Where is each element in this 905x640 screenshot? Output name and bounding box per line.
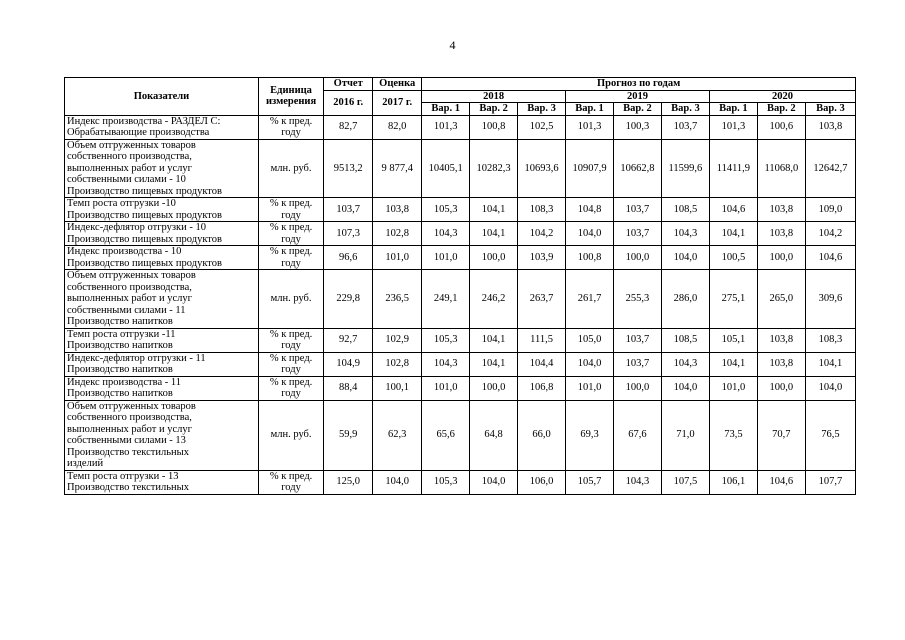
page-number: 4 [449, 38, 456, 52]
value-cell: 102,5 [518, 115, 566, 139]
value-cell: 111,5 [518, 328, 566, 352]
unit-cell [258, 198, 323, 222]
header-variant: Вар. 3 [518, 103, 566, 116]
value-cell: 101,0 [422, 246, 470, 270]
table-row [65, 115, 856, 139]
table-row [65, 222, 856, 246]
value-cell: 309,6 [805, 270, 855, 329]
unit-cell [258, 470, 323, 494]
value-cell: 67,6 [614, 400, 662, 470]
indicator-line: Производство напитков [67, 340, 173, 351]
header-variant: Вар. 2 [614, 103, 662, 116]
value-cell: 10907,9 [566, 139, 614, 198]
indicator-line: собственными силами - 10 [67, 174, 186, 185]
indicator-line: Объем отгруженных товаров [67, 400, 196, 412]
indicator-cell [65, 352, 259, 376]
value-cell: 103,8 [757, 222, 805, 246]
value-cell: 104,1 [470, 352, 518, 376]
indicator-line: Производство текстильных [67, 482, 189, 493]
value-cell: 101,0 [373, 246, 422, 270]
unit-line: году [281, 340, 301, 351]
indicator-line: изделий [67, 458, 104, 469]
value-cell: 101,3 [566, 115, 614, 139]
value-cell: 261,7 [566, 270, 614, 329]
value-cell: 100,8 [566, 246, 614, 270]
unit-line: млн. руб. [270, 293, 312, 304]
value-cell: 104,4 [518, 352, 566, 376]
value-cell: 102,9 [373, 328, 422, 352]
value-cell: 88,4 [324, 376, 373, 400]
value-cell: 104,1 [709, 352, 757, 376]
indicator-line: Индекс-дефлятор отгрузки - 10 [67, 222, 207, 233]
indicator-line: Индекс производства - 10 [67, 246, 182, 257]
value-cell: 76,5 [805, 400, 855, 470]
value-cell: 12642,7 [805, 139, 855, 198]
value-cell: 103,7 [614, 222, 662, 246]
value-cell: 106,0 [518, 470, 566, 494]
value-cell: 100,0 [470, 246, 518, 270]
value-cell: 10693,6 [518, 139, 566, 198]
value-cell: 103,7 [614, 328, 662, 352]
value-cell: 71,0 [661, 400, 709, 470]
value-cell: 104,3 [422, 222, 470, 246]
value-cell: 59,9 [324, 400, 373, 470]
indicator-line: собственными силами - 13 [67, 435, 186, 446]
header-indicator: Показатели [65, 78, 259, 116]
header-estimate: Оценка [373, 78, 422, 91]
value-cell: 106,8 [518, 376, 566, 400]
indicator-line: собственного производства, [67, 412, 192, 423]
indicator-cell [65, 376, 259, 400]
indicator-line: собственного производства, [67, 281, 192, 293]
value-cell: 105,3 [422, 470, 470, 494]
value-cell: 101,0 [422, 376, 470, 400]
value-cell: 105,3 [422, 328, 470, 352]
header-year-2017: 2017 г. [373, 90, 422, 115]
value-cell: 104,0 [566, 222, 614, 246]
value-cell: 82,7 [324, 115, 373, 139]
value-cell: 104,0 [566, 352, 614, 376]
value-cell: 101,3 [422, 115, 470, 139]
value-cell: 103,7 [324, 198, 373, 222]
value-cell: 109,0 [805, 198, 855, 222]
value-cell: 69,3 [566, 400, 614, 470]
indicator-line: выполненных работ и услуг [67, 162, 192, 174]
indicator-line: Темп роста отгрузки -11 [67, 328, 176, 340]
header-variant: Вар. 1 [566, 103, 614, 116]
indicator-line: Обрабатывающие производства [67, 127, 210, 138]
unit-line: % к пред. [269, 115, 313, 127]
indicator-line: Индекс производства - 11 [67, 376, 181, 388]
unit-line: млн. руб. [270, 162, 312, 174]
indicator-line: Темп роста отгрузки - 13 [67, 470, 179, 482]
header-variant: Вар. 3 [805, 103, 855, 116]
indicator-cell [65, 139, 259, 198]
unit-cell [258, 328, 323, 352]
value-cell: 64,8 [470, 400, 518, 470]
value-cell: 103,7 [661, 115, 709, 139]
value-cell: 104,3 [661, 352, 709, 376]
table-row [65, 198, 856, 222]
indicator-line: собственного производства, [67, 151, 192, 162]
value-cell: 236,5 [373, 270, 422, 329]
value-cell: 105,0 [566, 328, 614, 352]
value-cell: 10282,3 [470, 139, 518, 198]
value-cell: 104,1 [470, 328, 518, 352]
indicator-line: Производство пищевых продуктов [67, 233, 222, 245]
value-cell: 103,8 [757, 198, 805, 222]
header-variant: Вар. 1 [709, 103, 757, 116]
value-cell: 103,7 [614, 198, 662, 222]
value-cell: 275,1 [709, 270, 757, 329]
unit-cell [258, 222, 323, 246]
indicator-line: Объем отгруженных товаров [67, 270, 196, 281]
unit-cell [258, 246, 323, 270]
value-cell: 11599,6 [661, 139, 709, 198]
value-cell: 104,6 [805, 246, 855, 270]
indicator-line: Производство пищевых продуктов [67, 257, 222, 269]
table-row [65, 352, 856, 376]
value-cell: 108,5 [661, 198, 709, 222]
unit-line: % к пред. [269, 198, 313, 209]
unit-cell [258, 376, 323, 400]
indicator-line: Индекс производства - РАЗДЕЛ С: [67, 115, 221, 127]
value-cell: 82,0 [373, 115, 422, 139]
value-cell: 108,3 [518, 198, 566, 222]
value-cell: 100,0 [614, 376, 662, 400]
indicator-line: Индекс-дефлятор отгрузки - 11 [67, 352, 206, 364]
unit-line: году [281, 364, 301, 375]
value-cell: 104,3 [661, 222, 709, 246]
unit-cell [258, 352, 323, 376]
value-cell: 125,0 [324, 470, 373, 494]
value-cell: 107,5 [661, 470, 709, 494]
value-cell: 286,0 [661, 270, 709, 329]
header-year-2019: 2019 [566, 90, 710, 103]
value-cell: 106,1 [709, 470, 757, 494]
value-cell: 11068,0 [757, 139, 805, 198]
value-cell: 104,3 [422, 352, 470, 376]
value-cell: 255,3 [614, 270, 662, 329]
indicator-cell [65, 198, 259, 222]
value-cell: 104,6 [757, 470, 805, 494]
value-cell: 104,1 [470, 198, 518, 222]
value-cell: 107,7 [805, 470, 855, 494]
header-year-2016: 2016 г. [324, 90, 373, 115]
value-cell: 101,0 [709, 376, 757, 400]
value-cell: 100,0 [614, 246, 662, 270]
unit-line: % к пред. [269, 246, 313, 257]
value-cell: 104,0 [661, 376, 709, 400]
value-cell: 102,8 [373, 352, 422, 376]
value-cell: 263,7 [518, 270, 566, 329]
value-cell: 101,3 [709, 115, 757, 139]
value-cell: 104,0 [470, 470, 518, 494]
unit-line: году [281, 209, 301, 221]
value-cell: 9513,2 [324, 139, 373, 198]
unit-line: % к пред. [269, 376, 313, 388]
indicator-cell [65, 400, 259, 470]
header-variant: Вар. 1 [422, 103, 470, 116]
value-cell: 104,1 [470, 222, 518, 246]
value-cell: 104,1 [709, 222, 757, 246]
unit-line: году [281, 127, 301, 138]
table-row [65, 470, 856, 494]
value-cell: 105,7 [566, 470, 614, 494]
table-row [65, 400, 856, 470]
unit-line: млн. руб. [270, 429, 312, 441]
unit-line: % к пред. [269, 352, 313, 364]
unit-cell [258, 139, 323, 198]
value-cell: 103,8 [757, 328, 805, 352]
value-cell: 66,0 [518, 400, 566, 470]
value-cell: 103,8 [757, 352, 805, 376]
unit-line: году [281, 257, 301, 269]
header-year-2018: 2018 [422, 90, 566, 103]
table-body [65, 115, 856, 494]
value-cell: 96,6 [324, 246, 373, 270]
indicator-cell [65, 115, 259, 139]
indicator-cell [65, 270, 259, 329]
value-cell: 104,9 [324, 352, 373, 376]
header-report: Отчет [324, 78, 373, 91]
value-cell: 10405,1 [422, 139, 470, 198]
indicator-cell [65, 222, 259, 246]
indicator-cell [65, 246, 259, 270]
header-unit: Единица измерения [258, 78, 323, 116]
value-cell: 102,8 [373, 222, 422, 246]
indicator-line: Производство напитков [67, 364, 173, 375]
indicator-line: Производство пищевых продуктов [67, 209, 222, 221]
value-cell: 103,8 [373, 198, 422, 222]
header-forecast: Прогноз по годам [422, 78, 856, 91]
value-cell: 100,6 [757, 115, 805, 139]
value-cell: 73,5 [709, 400, 757, 470]
value-cell: 70,7 [757, 400, 805, 470]
value-cell: 104,0 [661, 246, 709, 270]
indicator-cell [65, 328, 259, 352]
value-cell: 104,6 [709, 198, 757, 222]
value-cell: 246,2 [470, 270, 518, 329]
unit-cell [258, 115, 323, 139]
unit-cell [258, 400, 323, 470]
indicator-line: Темп роста отгрузки -10 [67, 198, 176, 209]
value-cell: 11411,9 [709, 139, 757, 198]
value-cell: 105,3 [422, 198, 470, 222]
value-cell: 108,3 [805, 328, 855, 352]
indicator-cell [65, 470, 259, 494]
value-cell: 101,0 [566, 376, 614, 400]
table-row [65, 376, 856, 400]
value-cell: 100,0 [757, 246, 805, 270]
unit-line: году [281, 482, 301, 493]
value-cell: 100,8 [470, 115, 518, 139]
value-cell: 249,1 [422, 270, 470, 329]
table-row [65, 328, 856, 352]
value-cell: 10662,8 [614, 139, 662, 198]
value-cell: 100,1 [373, 376, 422, 400]
value-cell: 100,0 [470, 376, 518, 400]
unit-line: % к пред. [269, 470, 313, 482]
value-cell: 103,9 [518, 246, 566, 270]
value-cell: 104,3 [614, 470, 662, 494]
unit-line: % к пред. [269, 222, 313, 233]
value-cell: 104,0 [373, 470, 422, 494]
value-cell: 9 877,4 [373, 139, 422, 198]
header-variant: Вар. 3 [661, 103, 709, 116]
indicator-line: выполненных работ и услуг [67, 423, 192, 435]
indicator-line: Производство пищевых продуктов [67, 185, 222, 197]
value-cell: 100,0 [757, 376, 805, 400]
value-cell: 104,8 [566, 198, 614, 222]
value-cell: 108,5 [661, 328, 709, 352]
header-variant: Вар. 2 [470, 103, 518, 116]
unit-line: году [281, 233, 301, 245]
indicator-line: выполненных работ и услуг [67, 293, 192, 304]
value-cell: 104,2 [518, 222, 566, 246]
value-cell: 104,1 [805, 352, 855, 376]
value-cell: 92,7 [324, 328, 373, 352]
value-cell: 107,3 [324, 222, 373, 246]
indicator-line: Производство напитков [67, 388, 173, 399]
value-cell: 65,6 [422, 400, 470, 470]
value-cell: 100,5 [709, 246, 757, 270]
value-cell: 265,0 [757, 270, 805, 329]
indicator-line: собственными силами - 11 [67, 304, 186, 316]
value-cell: 100,3 [614, 115, 662, 139]
table-row [65, 270, 856, 329]
value-cell: 104,2 [805, 222, 855, 246]
unit-line: году [281, 388, 301, 399]
table-row [65, 246, 856, 270]
indicator-line: Объем отгруженных товаров [67, 139, 196, 151]
header-variant: Вар. 2 [757, 103, 805, 116]
value-cell: 103,8 [805, 115, 855, 139]
value-cell: 229,8 [324, 270, 373, 329]
value-cell: 103,7 [614, 352, 662, 376]
indicator-line: Производство текстильных [67, 446, 189, 458]
unit-cell [258, 270, 323, 329]
value-cell: 105,1 [709, 328, 757, 352]
table-row [65, 139, 856, 198]
value-cell: 104,0 [805, 376, 855, 400]
unit-line: % к пред. [269, 328, 313, 340]
value-cell: 62,3 [373, 400, 422, 470]
header-year-2020: 2020 [709, 90, 855, 103]
forecast-table [64, 77, 856, 495]
indicator-line: Производство напитков [67, 316, 173, 327]
